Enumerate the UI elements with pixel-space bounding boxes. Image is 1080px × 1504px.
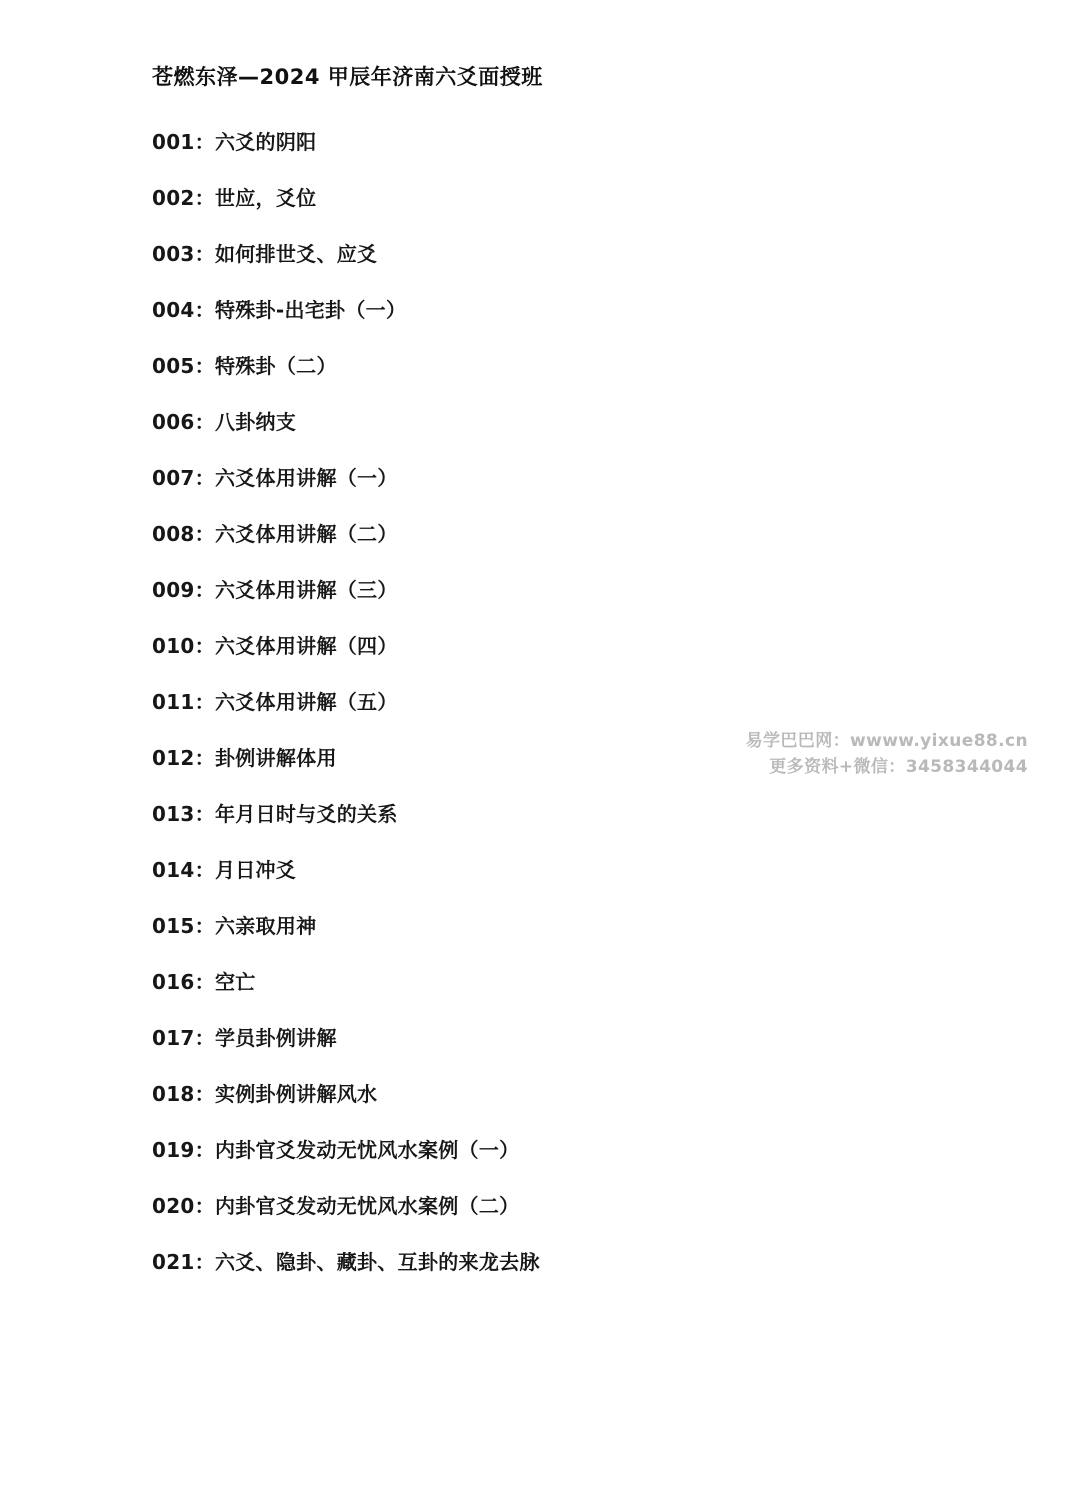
list-item: 013：年月日时与爻的关系 bbox=[152, 801, 398, 826]
list-item: 012：卦例讲解体用 bbox=[152, 745, 337, 770]
page-title: 苍燃东泽—2024 甲辰年济南六爻面授班 bbox=[152, 65, 543, 89]
list-item: 006：八卦纳支 bbox=[152, 409, 297, 434]
list-item: 009：六爻体用讲解（三） bbox=[152, 577, 398, 602]
list-item: 003：如何排世爻、应爻 bbox=[152, 241, 378, 266]
list-item: 005：特殊卦（二） bbox=[152, 353, 337, 378]
table-of-contents bbox=[152, 128, 1000, 1276]
list-item: 019：内卦官爻发动无忧风水案例（一） bbox=[152, 1137, 520, 1162]
list-item: 021：六爻、隐卦、藏卦、互卦的来龙去脉 bbox=[152, 1249, 540, 1274]
list-item: 016：空亡 bbox=[152, 969, 256, 994]
watermark-site: 易学巴巴网：wwww.yixue88.cn bbox=[745, 731, 1028, 751]
list-item: 020：内卦官爻发动无忧风水案例（二） bbox=[152, 1193, 520, 1218]
list-item: 002：世应，爻位 bbox=[152, 185, 317, 210]
list-item: 010：六爻体用讲解（四） bbox=[152, 633, 398, 658]
list-item: 014：月日冲爻 bbox=[152, 857, 297, 882]
list-item: 007：六爻体用讲解（一） bbox=[152, 465, 398, 490]
list-item: 017：学员卦例讲解 bbox=[152, 1025, 337, 1050]
list-item: 015：六亲取用神 bbox=[152, 913, 317, 938]
list-item: 008：六爻体用讲解（二） bbox=[152, 521, 398, 546]
list-item: 001：六爻的阴阳 bbox=[152, 129, 317, 154]
watermark bbox=[746, 728, 1028, 781]
list-item: 018：实例卦例讲解风水 bbox=[152, 1081, 378, 1106]
list-item: 011：六爻体用讲解（五） bbox=[152, 689, 398, 714]
list-item: 004：特殊卦-出宅卦（一） bbox=[152, 297, 407, 322]
watermark-contact: 更多资料+微信：3458344044 bbox=[769, 757, 1028, 778]
